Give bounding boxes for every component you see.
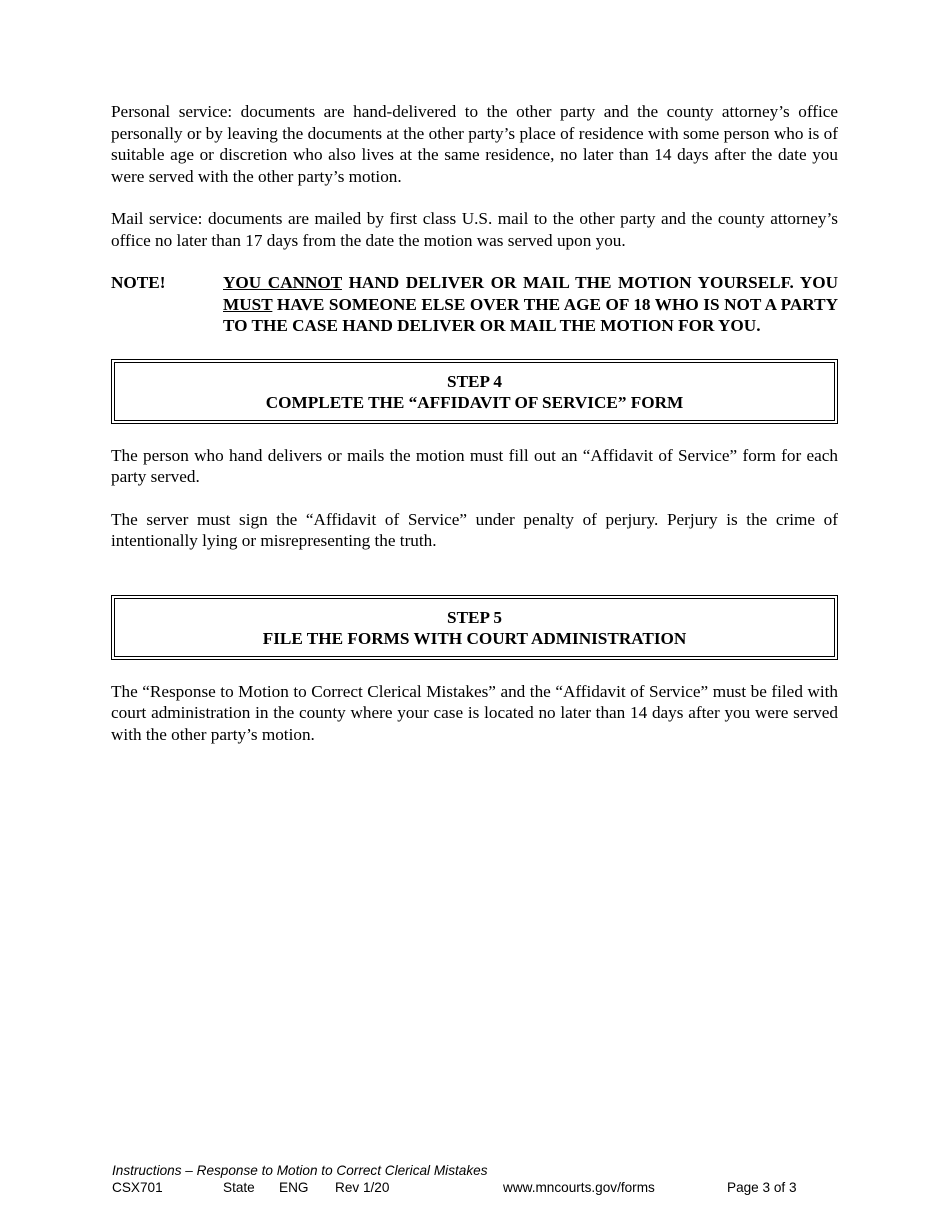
footer-meta-row [112, 1179, 832, 1196]
step-4-paragraph-2: The server must sign the “Affidavit of Service” under penalty of perjury. Perjury is the crime of intentionally lying or misrepresenting the truth. [111, 509, 838, 550]
step-4-number: STEP 4 [447, 371, 502, 391]
step-5-paragraph: The “Response to Motion to Correct Clerical Mistakes” and the “Affidavit of Service” must be filed with court administration in the county where your case is located no later than 14 days after you were served with the other party’s motion. [111, 681, 838, 744]
footer-revision: Rev 1/20 [335, 1180, 390, 1195]
step-4-title: COMPLETE THE “AFFIDAVIT OF SERVICE” FORM [265, 393, 684, 412]
note-label: NOTE! [111, 273, 166, 292]
footer-page-number: Page 3 of 3 [727, 1180, 797, 1195]
personal-service-paragraph: Personal service: documents are hand-delivered to the other party and the county attorney’s office personally or by leaving the documents at the other party’s place of residence with some person who is of suitable age or discretion who also lives at the same residence, no later than 14 days after the date you were served with the other party’s motion. [111, 102, 838, 186]
step-4-paragraph-1: The person who hand delivers or mails the motion must fill out an “Affidavit of Service” form for each party served. [111, 445, 838, 486]
note-emphasis-must: MUST [223, 294, 273, 314]
step-5-header-box [111, 595, 838, 660]
note-text-part4: HAVE SOMEONE ELSE OVER THE AGE OF 18 WHO IS NOT A PARTY TO THE CASE HAND DELIVER OR MAIL THE MOTION FOR YOU. [223, 294, 838, 335]
note-text [223, 272, 838, 337]
step-5-number: STEP 5 [447, 607, 502, 627]
page-content [111, 101, 838, 745]
footer-website: www.mncourts.gov/forms [503, 1180, 655, 1195]
note-emphasis-cannot: YOU CANNOT [223, 273, 342, 292]
mail-service-paragraph: Mail service: documents are mailed by first class U.S. mail to the other party and the county attorney’s office no later than 17 days from the date the motion was served upon you. [111, 209, 838, 250]
note-text-part2: HAND DELIVER OR MAIL THE MOTION YOURSELF. YOU [341, 273, 838, 292]
note-block [111, 272, 838, 337]
footer-title: Instructions – Response to Motion to Correct Clerical Mistakes [112, 1163, 488, 1178]
step-4-header-box [111, 359, 838, 424]
step-5-title: FILE THE FORMS WITH COURT ADMINISTRATION [262, 629, 687, 648]
footer-jurisdiction: State [223, 1180, 255, 1195]
footer-language: ENG [279, 1180, 309, 1195]
page-footer [112, 1162, 832, 1196]
footer-form-code: CSX701 [112, 1180, 163, 1195]
